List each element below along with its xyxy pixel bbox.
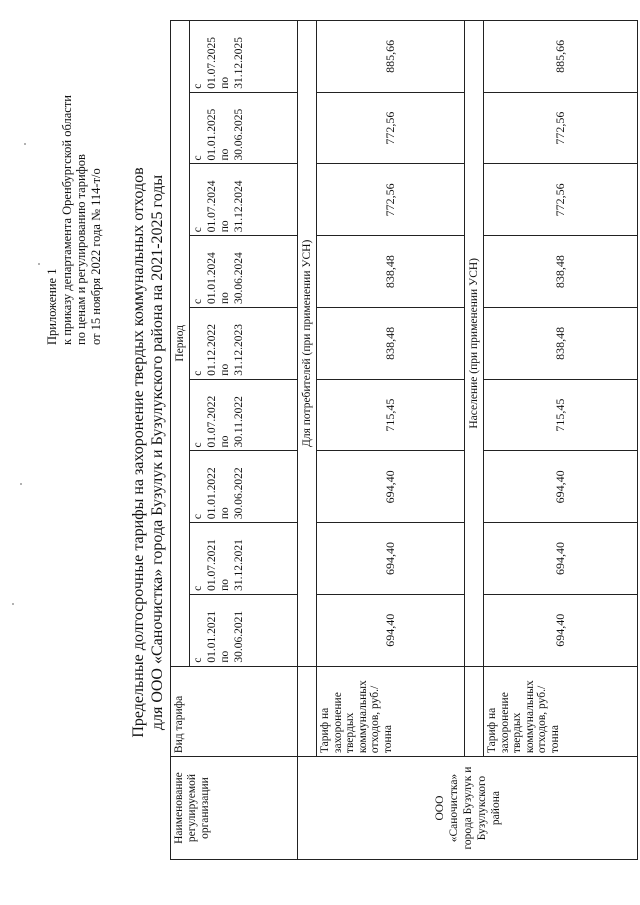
period-from-prefix: с bbox=[192, 155, 204, 161]
period-to-date: 31.12.2025 bbox=[232, 37, 245, 89]
period-to-date: 30.06.2025 bbox=[232, 108, 245, 161]
period-to-date: 30.06.2021 bbox=[232, 610, 245, 663]
tariff-value: 838,48 bbox=[484, 307, 638, 379]
section-spacer bbox=[465, 666, 484, 756]
period-to-prefix: по bbox=[219, 435, 231, 448]
scan-speck bbox=[38, 263, 40, 265]
period-cell bbox=[190, 594, 298, 666]
period-cell bbox=[190, 379, 298, 451]
tariff-value: 694,40 bbox=[317, 594, 465, 666]
period-from-prefix: с bbox=[192, 83, 204, 89]
tariff-value: 885,66 bbox=[317, 21, 465, 93]
scan-speck bbox=[20, 483, 22, 485]
period-from-prefix: с bbox=[192, 585, 204, 591]
period-from-prefix: с bbox=[192, 514, 204, 520]
period-from-date: 01.01.2024 bbox=[205, 252, 218, 304]
period-from-date: 01.01.2022 bbox=[205, 467, 218, 520]
period-to-prefix: по bbox=[219, 76, 231, 89]
table-header-row bbox=[171, 21, 190, 860]
tariff-value: 694,40 bbox=[484, 451, 638, 523]
period-from-date: 01.07.2024 bbox=[205, 180, 218, 233]
scan-speck bbox=[24, 143, 26, 145]
heading-line-1: Предельные долгосрочные тарифы на захоронение твердых коммунальных отходов bbox=[130, 167, 147, 738]
tariff-kind-cell: Тариф на захоронение твердых коммунальных отходов, руб./ тонна bbox=[317, 666, 465, 756]
tariff-value: 838,48 bbox=[317, 236, 465, 308]
tariff-value: 838,48 bbox=[484, 236, 638, 308]
period-to-prefix: по bbox=[219, 220, 231, 233]
period-cell bbox=[190, 523, 298, 595]
period-to-date: 30.06.2022 bbox=[232, 467, 245, 520]
period-to-date: 30.06.2024 bbox=[232, 252, 245, 304]
period-cell bbox=[190, 307, 298, 379]
period-from-date: 01.01.2025 bbox=[205, 108, 218, 161]
period-cell bbox=[190, 21, 298, 93]
period-to-date: 30.11.2022 bbox=[232, 396, 245, 448]
appendix-line-2: к приказу департамента Оренбургской области bbox=[59, 95, 74, 345]
section-spacer bbox=[298, 666, 317, 756]
tariff-value: 694,40 bbox=[317, 451, 465, 523]
period-from-date: 01.07.2025 bbox=[205, 37, 218, 89]
section-consumers-label: Для потребителей (при применении УСН) bbox=[298, 21, 317, 667]
tariff-value: 772,56 bbox=[484, 164, 638, 236]
period-cell bbox=[190, 92, 298, 164]
document-heading bbox=[130, 0, 167, 905]
period-from-prefix: с bbox=[192, 298, 204, 304]
period-from-prefix: с bbox=[192, 657, 204, 663]
period-from-prefix: с bbox=[192, 442, 204, 448]
table-row bbox=[484, 21, 638, 860]
appendix-line-1: Приложение 1 bbox=[45, 268, 59, 345]
period-to-date: 31.12.2024 bbox=[232, 180, 245, 233]
period-to-prefix: по bbox=[219, 650, 231, 663]
period-from-prefix: с bbox=[192, 370, 204, 376]
table-row bbox=[317, 21, 465, 860]
period-to-prefix: по bbox=[219, 148, 231, 161]
period-to-prefix: по bbox=[219, 579, 231, 591]
period-from-prefix: с bbox=[192, 227, 204, 233]
period-from-date: 01.12.2022 bbox=[205, 323, 218, 376]
tariff-value: 772,56 bbox=[317, 92, 465, 164]
appendix-block bbox=[45, 95, 103, 345]
header-period: Период bbox=[171, 21, 190, 667]
period-to-prefix: по bbox=[219, 363, 231, 376]
tariff-value: 715,45 bbox=[317, 379, 465, 451]
header-tariff-kind: Вид тарифа bbox=[171, 666, 298, 756]
period-to-prefix: по bbox=[219, 507, 231, 520]
appendix-line-4: от 15 ноября 2022 года № 114-т/о bbox=[88, 168, 103, 345]
section-population-label: Население (при применении УСН) bbox=[465, 21, 484, 667]
tariff-kind-cell: Тариф на захоронение твердых коммунальных отходов, руб./тонна bbox=[484, 666, 638, 756]
period-from-date: 01.01.2021 bbox=[205, 610, 218, 663]
period-cell bbox=[190, 164, 298, 236]
tariff-value: 694,40 bbox=[317, 523, 465, 595]
scan-speck bbox=[12, 603, 14, 605]
tariff-value: 772,56 bbox=[317, 164, 465, 236]
period-to-prefix: по bbox=[219, 292, 231, 304]
tariff-table bbox=[170, 20, 638, 860]
organization-name: ООО «Саночистка» города Бузулук и Бузулукского района bbox=[298, 757, 638, 860]
period-cell bbox=[190, 236, 298, 308]
tariff-value: 715,45 bbox=[484, 379, 638, 451]
period-from-date: 01.07.2021 bbox=[205, 539, 218, 591]
appendix-line-3: по ценам и регулированию тарифов bbox=[74, 154, 88, 345]
section-row-consumers bbox=[298, 21, 317, 860]
period-cell bbox=[190, 451, 298, 523]
period-to-date: 31.12.2023 bbox=[232, 323, 245, 376]
heading-line-2: для ООО «Саночистка» города Бузулук и Бузулукского района на 2021-2025 годы bbox=[148, 174, 166, 731]
period-to-date: 31.12.2021 bbox=[232, 539, 245, 591]
header-organization: Наименование регулируемой организации bbox=[171, 757, 298, 860]
tariff-value: 694,40 bbox=[484, 594, 638, 666]
tariff-value: 772,56 bbox=[484, 92, 638, 164]
tariff-value: 885,66 bbox=[484, 21, 638, 93]
tariff-value: 838,48 bbox=[317, 307, 465, 379]
period-from-date: 01.07.2022 bbox=[205, 395, 218, 448]
section-row-population bbox=[465, 21, 484, 860]
tariff-value: 694,40 bbox=[484, 523, 638, 595]
